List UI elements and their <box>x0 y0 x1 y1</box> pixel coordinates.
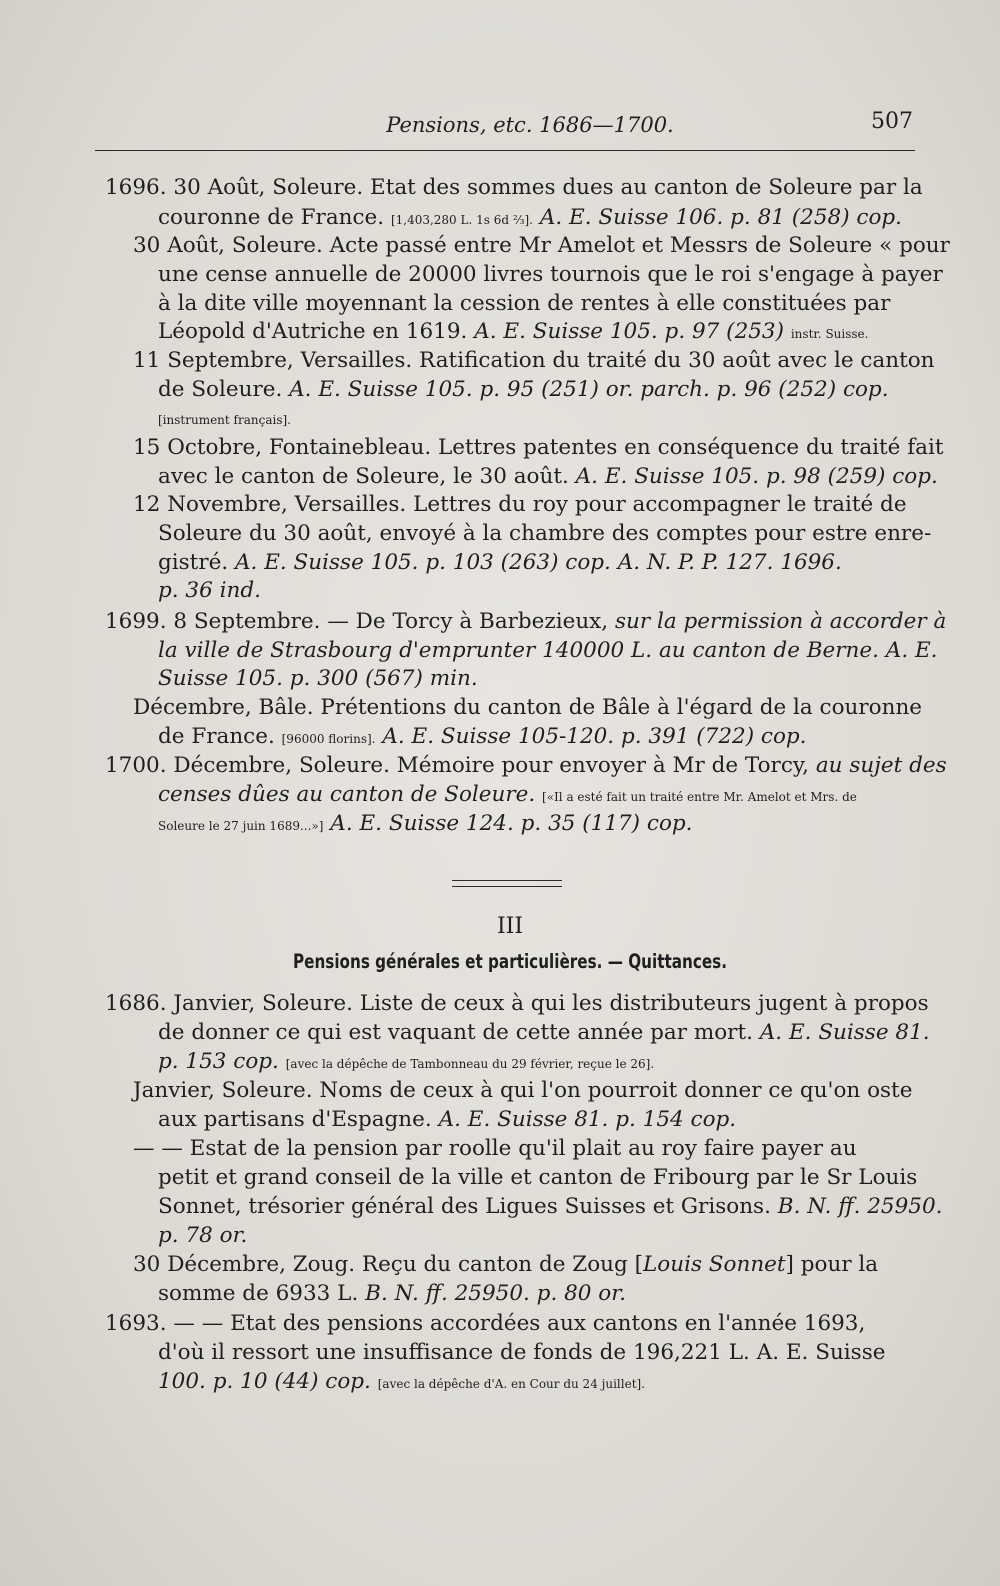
archive-reference: A. E. Suisse 105. p. 97 (253) <box>474 319 784 344</box>
entry-text: 8 Septembre. — De Torcy à Barbezieux, <box>173 609 609 634</box>
entry-text: — — Estat de la pension par roolle qu'il plait au roy faire payer au <box>133 1136 857 1161</box>
entry-text: de France. <box>158 724 275 749</box>
archive-reference: p. 78 or. <box>158 1223 248 1248</box>
archive-reference: A. E. Suisse 81. <box>759 1020 930 1045</box>
entry-text: d'où il ressort une insuffisance de fonds de 196,221 L. A. E. Suisse <box>158 1340 886 1365</box>
entry-text: 30 Août, Soleure. Acte passé entre Mr Amelot et Messrs de Soleure « pour <box>133 233 950 258</box>
entry-subject: censes dûes au canton de Soleure. <box>158 782 536 807</box>
entry-line <box>133 1251 878 1279</box>
entry-year: 1700. <box>105 753 167 778</box>
entry-name: Louis Sonnet <box>643 1252 786 1277</box>
entry-line <box>105 1310 865 1338</box>
header-rule <box>95 150 915 151</box>
archive-reference: p. 36 ind. <box>158 578 261 603</box>
bracket-note: instr. Suisse. <box>790 327 869 341</box>
entry-line <box>158 637 938 665</box>
entry-line <box>158 376 889 404</box>
entry-line <box>158 1164 917 1192</box>
entry-text: une cense annuelle de 20000 livres tournois que le roi s'engage à payer <box>158 262 943 287</box>
entry-line <box>158 1106 736 1134</box>
entry-line <box>158 520 931 548</box>
entry-text: à la dite ville moyennant la cession de rentes à elle constituées par <box>158 291 891 316</box>
entry-line <box>158 204 902 234</box>
entry-line <box>133 694 922 722</box>
entry-text: 30 Décembre, Zoug. Reçu du canton de Zoug [ <box>133 1252 643 1277</box>
archive-reference: A. E. Suisse 105. p. 103 (263) cop. A. N. P. P. 127. 1696. <box>235 550 842 575</box>
entry-line <box>105 608 946 636</box>
archive-reference: A. E. Suisse 105. p. 95 (251) or. parch. p. 96 (252) cop. <box>289 377 889 402</box>
entry-text: de donner ce qui est vaquant de cette année par mort. <box>158 1020 753 1045</box>
entry-text: gistré. <box>158 550 229 575</box>
entry-text: 11 Septembre, Versailles. Ratification du traité du 30 août avec le canton <box>133 348 935 373</box>
entry-year: 1693. <box>105 1311 167 1336</box>
entry-line <box>158 1222 247 1250</box>
entry-text: aux partisans d'Espagne. <box>158 1107 432 1132</box>
entry-line <box>158 318 868 348</box>
entry-text: Décembre, Bâle. Prétentions du canton de Bâle à l'égard de la couronne <box>133 695 923 720</box>
entry-text: couronne de France. <box>158 205 385 230</box>
archive-reference: p. 153 cop. <box>158 1049 279 1074</box>
entry-line <box>105 752 947 780</box>
entry-line <box>158 1339 885 1367</box>
archive-reference: A. E. Suisse 105-120. p. 391 (722) cop. <box>382 724 807 749</box>
entry-line <box>158 810 693 840</box>
bracket-note: [96000 florins]. <box>281 732 376 746</box>
entry-text: 30 Août, Soleure. Etat des sommes dues au canton de Soleure par la <box>173 175 923 200</box>
entry-subject: au sujet des <box>815 753 947 778</box>
entry-text: petit et grand conseil de la ville et canton de Fribourg par le Sr Louis <box>158 1165 918 1190</box>
entry-line <box>158 261 943 289</box>
section-title: Pensions générales et particulières. — Quittances. <box>292 950 727 973</box>
entry-subject: sur la permission à accorder à <box>614 609 947 634</box>
entry-year: 1699. <box>105 609 167 634</box>
bracket-note: Soleure le 27 juin 1689...»] <box>158 819 324 833</box>
running-title: Pensions, etc. 1686—1700. <box>386 113 674 137</box>
entry-line <box>158 463 938 491</box>
entry-text: 15 Octobre, Fontainebleau. Lettres patentes en conséquence du traité fait <box>133 435 944 460</box>
entry-line <box>133 434 944 462</box>
entry-line <box>133 232 950 260</box>
entry-text: Sonnet, trésorier général des Ligues Suisses et Grisons. <box>158 1194 771 1219</box>
entry-text: Janvier, Soleure. Noms de ceux à qui l'on pourroit donner ce qu'on oste <box>133 1078 913 1103</box>
entry-subject: la ville de Strasbourg d'emprunter 140000 L. au canton de Berne. A. E. <box>158 638 938 663</box>
archive-reference: 100. p. 10 (44) cop. <box>158 1369 371 1394</box>
entry-line <box>133 491 907 519</box>
entry-line <box>158 1368 645 1398</box>
entry-year: 1686. <box>105 991 167 1016</box>
entry-line <box>158 1019 930 1047</box>
entry-text: Janvier, Soleure. Liste de ceux à qui les distributeurs jugent à propos <box>173 991 929 1016</box>
entry-line <box>105 174 923 202</box>
archive-reference: A. E. Suisse 81. p. 154 cop. <box>438 1107 737 1132</box>
entry-line <box>158 1193 942 1221</box>
archive-reference: A. E. Suisse 124. p. 35 (117) cop. <box>330 811 693 836</box>
entry-line <box>158 1280 626 1308</box>
archive-reference: A. E. Suisse 106. p. 81 (258) cop. <box>539 205 903 230</box>
entry-text: ] pour la <box>785 1252 879 1277</box>
bracket-note: [avec la dépêche de Tambonneau du 29 février, reçue le 26]. <box>285 1057 655 1071</box>
bracket-note: [1,403,280 L. 1s 6d ⅔]. <box>390 213 533 227</box>
entry-line <box>158 404 291 434</box>
entry-text: de Soleure. <box>158 377 283 402</box>
bracket-note: [«Il a esté fait un traité entre Mr. Amelot et Mrs. de <box>542 790 857 804</box>
archive-reference: Suisse 105. p. 300 (567) min. <box>158 666 478 691</box>
entry-line <box>133 347 935 375</box>
entry-line <box>158 723 807 753</box>
entry-year: 1696. <box>105 175 167 200</box>
archive-reference: B. N. ff. 25950. p. 80 or. <box>365 1281 626 1306</box>
entry-text: Décembre, Soleure. Mémoire pour envoyer à Mr de Torcy, <box>173 753 809 778</box>
entry-line <box>158 781 857 811</box>
entry-line <box>158 577 261 605</box>
entry-text: Soleure du 30 août, envoyé à la chambre des comptes pour estre enre- <box>158 521 932 546</box>
bracket-note: [avec la dépêche d'A. en Cour du 24 juillet]. <box>377 1377 646 1391</box>
entry-line <box>105 990 929 1018</box>
section-numeral: III <box>496 914 524 939</box>
bracket-note: [instrument français]. <box>158 413 291 427</box>
entry-line <box>158 665 478 693</box>
entry-line <box>133 1135 857 1163</box>
entry-line <box>158 290 890 318</box>
archive-reference: B. N. ff. 25950. <box>777 1194 943 1219</box>
entry-text: 12 Novembre, Versailles. Lettres du roy pour accompagner le traité de <box>133 492 907 517</box>
entry-line <box>158 1048 654 1078</box>
archive-reference: A. E. Suisse 105. p. 98 (259) cop. <box>575 464 938 489</box>
section-separator <box>452 880 562 887</box>
entry-line <box>158 549 842 577</box>
page-number: 507 <box>871 109 913 134</box>
entry-text: avec le canton de Soleure, le 30 août. <box>158 464 569 489</box>
entry-text: somme de 6933 L. <box>158 1281 359 1306</box>
entry-line <box>133 1077 912 1105</box>
entry-text: — — Etat des pensions accordées aux cantons en l'année 1693, <box>173 1311 866 1336</box>
entry-text: Léopold d'Autriche en 1619. <box>158 319 468 344</box>
running-header <box>105 109 913 143</box>
